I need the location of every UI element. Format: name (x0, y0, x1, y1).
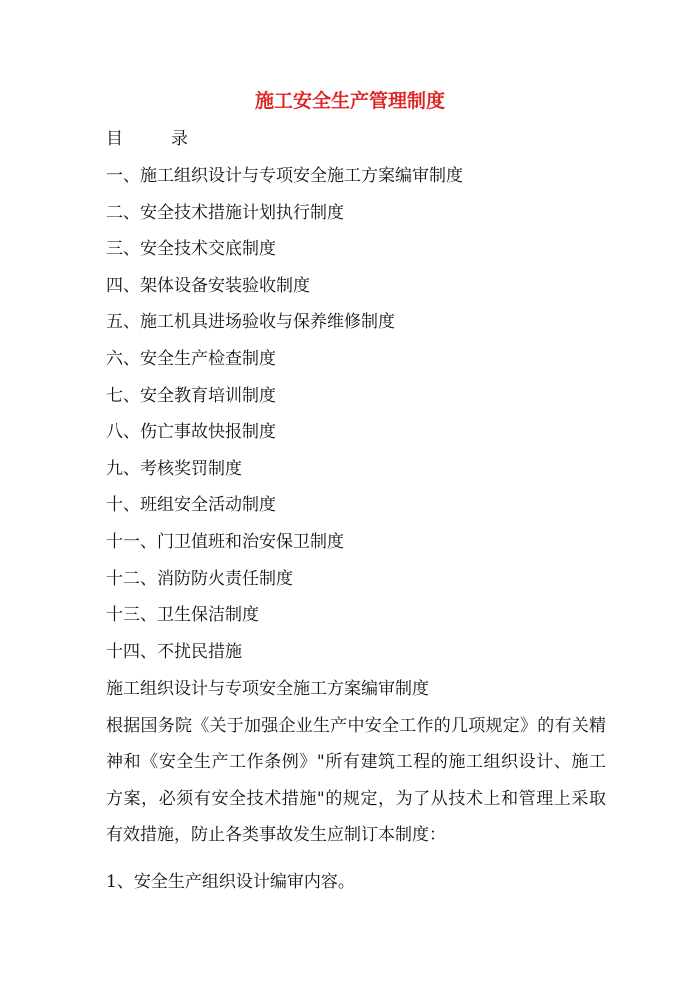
toc-list (106, 165, 463, 677)
toc-item: 三、安全技术交底制度 (106, 239, 276, 260)
toc-item: 十、班组安全活动制度 (106, 495, 276, 516)
toc-item: 二、安全技术措施计划执行制度 (106, 202, 344, 223)
toc-item: 七、安全教育培训制度 (106, 385, 276, 406)
toc-heading-left: 目 (106, 129, 123, 149)
toc-item: 九、考核奖罚制度 (106, 458, 242, 479)
toc-heading (106, 128, 188, 150)
toc-item: 四、架体设备安装验收制度 (106, 275, 310, 296)
toc-item: 十四、不扰民措施 (106, 641, 242, 662)
body-paragraph: 根据国务院《关于加强企业生产中安全工作的几项规定》的有关精神和《安全生产工作条例》"所有建筑工程的施工组织设计、施工方案，必须有安全技术措施"的规定，为了从技术上和管理上采取有效措施，防止各类事故发生应制订本制度： (106, 715, 606, 846)
section-heading: 施工组织设计与专项安全施工方案编审制度 (106, 679, 429, 699)
numbered-item: 1、安全生产组织设计编审内容。 (106, 871, 355, 892)
toc-item: 十三、卫生保洁制度 (106, 605, 259, 626)
toc-item: 十二、消防防火责任制度 (106, 568, 293, 589)
toc-item: 十一、门卫值班和治安保卫制度 (106, 531, 344, 552)
toc-item: 六、安全生产检查制度 (106, 348, 276, 369)
toc-item: 八、伤亡事故快报制度 (106, 422, 276, 443)
document-title: 施工安全生产管理制度 (254, 90, 445, 112)
body-text (106, 678, 606, 893)
toc-item: 一、施工组织设计与专项安全施工方案编审制度 (106, 166, 463, 186)
toc-item: 五、施工机具进场验收与保养维修制度 (106, 312, 395, 333)
toc-heading-right: 录 (171, 129, 188, 149)
